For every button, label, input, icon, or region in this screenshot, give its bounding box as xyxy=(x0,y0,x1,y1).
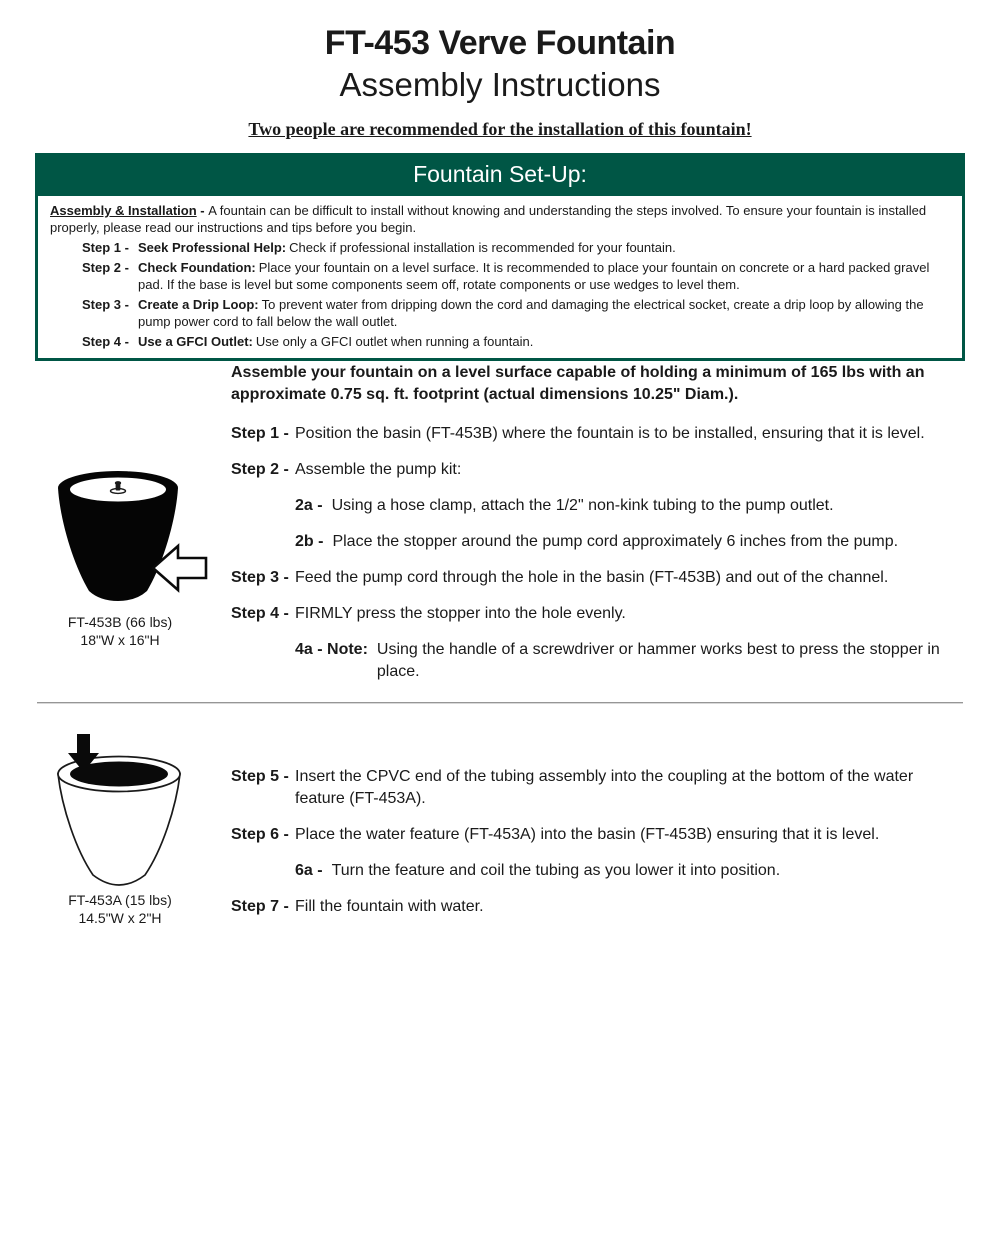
installation-notice: Two people are recommended for the installation of this fountain! xyxy=(248,119,752,139)
substep-text: Turn the feature and coil the tubing as you lower it into position. xyxy=(331,862,781,879)
setup-step-text: Check if professional installation is recommended for your fountain. xyxy=(289,240,676,255)
step-text: Feed the pump cord through the hole in the basin (FT-453B) and out of the channel. xyxy=(295,569,889,586)
step-label: Step 3 - xyxy=(231,569,289,586)
substep-text: Place the stopper around the pump cord approximately 6 inches from the pump. xyxy=(332,533,899,550)
substep-label: 4a - Note: xyxy=(295,641,368,658)
setup-intro-text: A fountain can be difficult to install without knowing and understanding the steps involved. To ensure your fountain is installed properly, please read our instructions and tips before you begin. xyxy=(50,203,927,235)
setup-step-label: Step 1 - xyxy=(82,240,129,255)
step-label: Step 1 - xyxy=(231,425,289,442)
setup-step-body xyxy=(138,296,950,330)
setup-step-bold: Create a Drip Loop: xyxy=(138,297,259,312)
page-title: FT-453 Verve Fountain xyxy=(324,24,676,62)
setup-step-row xyxy=(82,259,950,293)
setup-step-label: Step 2 - xyxy=(82,260,129,275)
setup-step-body xyxy=(138,259,950,293)
water-feature-label-line1: FT-453A (15 lbs) xyxy=(68,892,172,908)
assembly-steps-section-1 xyxy=(231,423,947,697)
step-row xyxy=(231,567,947,589)
setup-step-bold: Use a GFCI Outlet: xyxy=(138,334,253,349)
step-row xyxy=(231,766,947,810)
substep-label: 6a - xyxy=(295,862,323,879)
setup-box-header: Fountain Set-Up: xyxy=(35,153,965,196)
water-feature-label xyxy=(35,891,205,927)
step-text: Assemble the pump kit: xyxy=(295,461,462,478)
water-feature-illustration xyxy=(30,728,230,890)
setup-step-bold: Seek Professional Help: xyxy=(138,240,287,255)
setup-step-label: Step 3 - xyxy=(82,297,129,312)
basin-illustration xyxy=(30,450,230,610)
setup-step-text: Place your fountain on a level surface. It is recommended to place your fountain on concrete or a hard packed gravel pad. If the base is level but some components seem off, rotate components or use wedges to level them. xyxy=(138,260,930,292)
basin-label-line2: 18"W x 16"H xyxy=(80,632,160,648)
setup-intro xyxy=(50,202,950,236)
step-label: Step 4 - xyxy=(231,605,289,622)
step-row xyxy=(231,423,947,445)
step-text: FIRMLY press the stopper into the hole evenly. xyxy=(295,605,626,622)
step-label: Step 2 - xyxy=(231,461,289,478)
step-text: Fill the fountain with water. xyxy=(295,898,484,915)
setup-step-row xyxy=(82,296,950,330)
assembly-steps-section-2 xyxy=(231,766,947,932)
setup-step-text: To prevent water from dripping down the cord and damaging the electrical socket, create a drip loop by allowing the pump power cord to fall below the wall outlet. xyxy=(138,297,924,329)
setup-step-row xyxy=(82,333,950,350)
page-subtitle: Assembly Instructions xyxy=(339,66,661,103)
substep-row xyxy=(295,495,947,517)
section-divider xyxy=(37,702,963,704)
setup-step-body xyxy=(138,239,950,256)
step-text: Insert the CPVC end of the tubing assembly into the coupling at the bottom of the water feature (FT-453A). xyxy=(295,768,914,807)
substep-label: 2b - xyxy=(295,533,324,550)
step-row xyxy=(231,603,947,625)
setup-intro-dash: - xyxy=(196,203,209,218)
substep-label: 2a - xyxy=(295,497,323,514)
assembly-intro: Assemble your fountain on a level surface capable of holding a minimum of 165 lbs with an approximate 0.75 sq. ft. footprint (actual dimensions 10.25" Diam.). xyxy=(231,364,925,403)
document-header xyxy=(0,24,1000,140)
setup-step-bold: Check Foundation: xyxy=(138,260,256,275)
step-text: Position the basin (FT-453B) where the fountain is to be installed, ensuring that it is level. xyxy=(295,425,925,442)
substep-row xyxy=(295,531,947,553)
step-row xyxy=(231,896,947,918)
setup-step-label: Step 4 - xyxy=(82,334,129,349)
setup-box-body xyxy=(35,196,965,361)
step-label: Step 6 - xyxy=(231,826,289,843)
step-label: Step 5 - xyxy=(231,768,289,785)
fountain-setup-box xyxy=(35,153,965,361)
substep-row xyxy=(295,639,947,683)
substep-row xyxy=(295,860,947,882)
step-row xyxy=(231,459,947,481)
water-feature-label-line2: 14.5"W x 2"H xyxy=(78,910,162,926)
setup-intro-lead: Assembly & Installation xyxy=(50,203,197,218)
step-label: Step 7 - xyxy=(231,898,289,915)
setup-step-text: Use only a GFCI outlet when running a fountain. xyxy=(255,334,534,349)
step-row xyxy=(231,824,947,846)
basin-label xyxy=(35,613,205,649)
step-text: Place the water feature (FT-453A) into the basin (FT-453B) ensuring that it is level. xyxy=(295,826,880,843)
substep-text: Using a hose clamp, attach the 1/2" non-kink tubing to the pump outlet. xyxy=(331,497,834,514)
substep-text: Using the handle of a screwdriver or hammer works best to press the stopper in place. xyxy=(376,641,940,680)
setup-step-body xyxy=(138,333,950,350)
setup-step-row xyxy=(82,239,950,256)
basin-label-line1: FT-453B (66 lbs) xyxy=(67,614,173,630)
